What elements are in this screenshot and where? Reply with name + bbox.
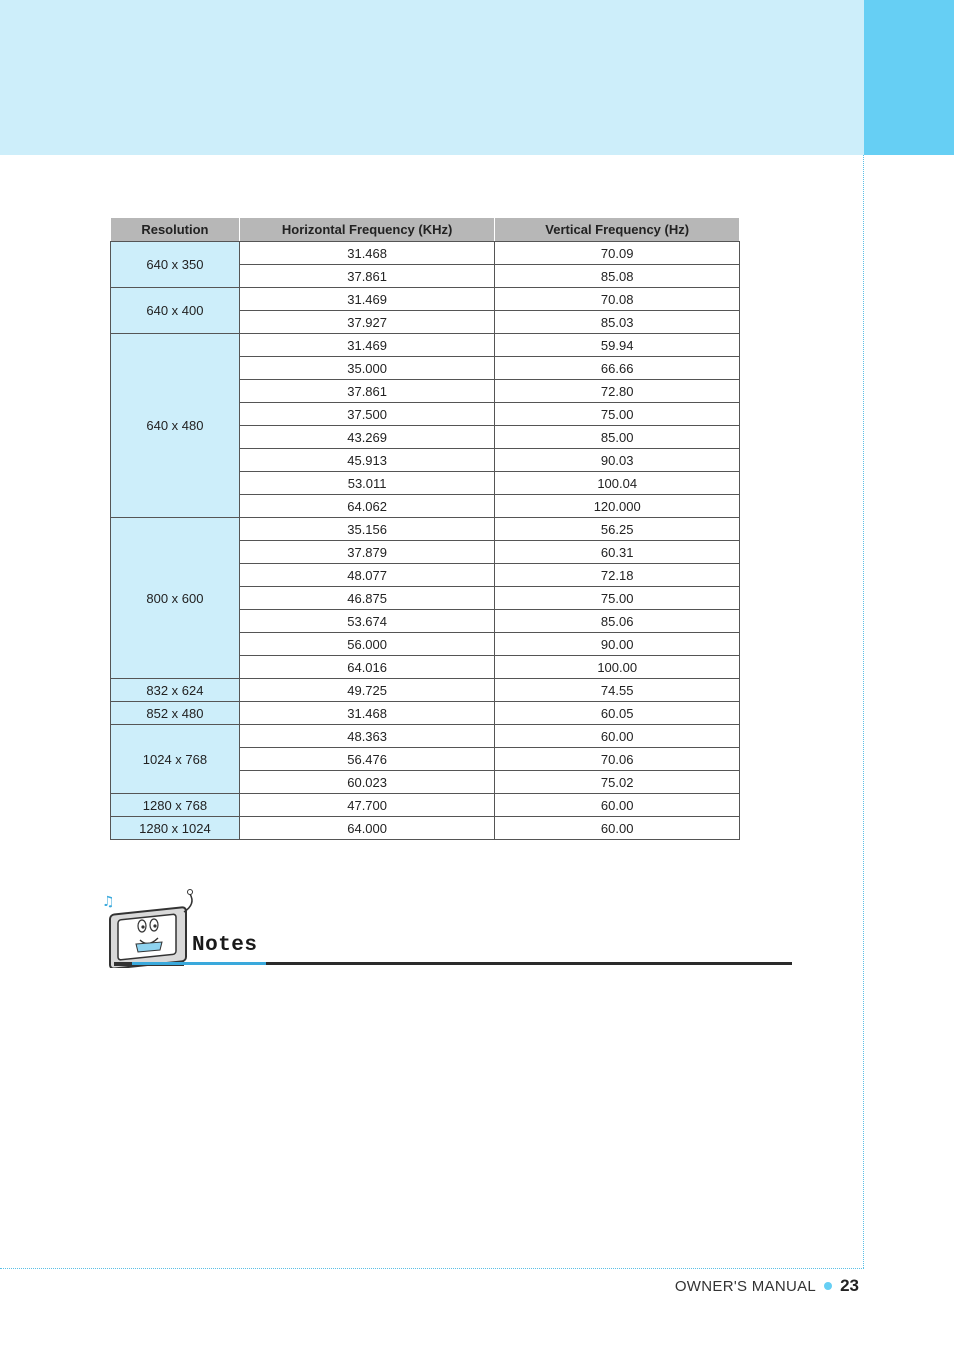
vertical-frequency-cell: 75.00 — [495, 403, 740, 426]
vertical-frequency-cell: 90.00 — [495, 633, 740, 656]
footer-label: OWNER'S MANUAL — [674, 1277, 817, 1295]
footer-dot-icon — [824, 1282, 832, 1290]
resolution-cell: 1280 x 768 — [111, 794, 240, 817]
horizontal-frequency-cell: 60.023 — [239, 771, 495, 794]
vertical-frequency-cell: 120.000 — [495, 495, 740, 518]
resolution-cell: 852 x 480 — [111, 702, 240, 725]
horizontal-frequency-cell: 56.476 — [239, 748, 495, 771]
horizontal-frequency-cell: 64.016 — [239, 656, 495, 679]
right-dotted-rule — [863, 155, 864, 1268]
vertical-frequency-cell: 70.08 — [495, 288, 740, 311]
horizontal-frequency-cell: 49.725 — [239, 679, 495, 702]
horizontal-frequency-cell: 31.469 — [239, 334, 495, 357]
horizontal-frequency-cell: 35.156 — [239, 518, 495, 541]
vertical-frequency-cell: 60.00 — [495, 817, 740, 840]
vertical-frequency-cell: 100.00 — [495, 656, 740, 679]
vertical-frequency-cell: 60.05 — [495, 702, 740, 725]
table-row — [111, 817, 740, 840]
horizontal-frequency-cell: 31.468 — [239, 702, 495, 725]
horizontal-frequency-cell: 64.062 — [239, 495, 495, 518]
column-header: Vertical Frequency (Hz) — [495, 218, 740, 242]
horizontal-frequency-cell: 56.000 — [239, 633, 495, 656]
page-number: 23 — [840, 1276, 859, 1295]
vertical-frequency-cell: 75.00 — [495, 587, 740, 610]
horizontal-frequency-cell: 53.674 — [239, 610, 495, 633]
vertical-frequency-cell: 70.09 — [495, 242, 740, 265]
table-header-row — [111, 218, 740, 242]
horizontal-frequency-cell: 37.500 — [239, 403, 495, 426]
vertical-frequency-cell: 85.00 — [495, 426, 740, 449]
frequency-table — [110, 217, 740, 840]
horizontal-frequency-cell: 48.077 — [239, 564, 495, 587]
tv-mascot-icon — [100, 886, 200, 968]
vertical-frequency-cell: 59.94 — [495, 334, 740, 357]
vertical-frequency-cell: 85.03 — [495, 311, 740, 334]
table-row — [111, 518, 740, 541]
column-header: Horizontal Frequency (KHz) — [239, 218, 495, 242]
header-tab — [864, 0, 954, 155]
vertical-frequency-cell: 60.00 — [495, 725, 740, 748]
horizontal-frequency-cell: 35.000 — [239, 357, 495, 380]
vertical-frequency-cell: 74.55 — [495, 679, 740, 702]
column-header: Resolution — [111, 218, 240, 242]
vertical-frequency-cell: 70.06 — [495, 748, 740, 771]
table-row — [111, 334, 740, 357]
horizontal-frequency-cell: 43.269 — [239, 426, 495, 449]
horizontal-frequency-cell: 37.861 — [239, 265, 495, 288]
table-row — [111, 288, 740, 311]
table-row — [111, 702, 740, 725]
vertical-frequency-cell: 85.06 — [495, 610, 740, 633]
horizontal-frequency-cell: 37.927 — [239, 311, 495, 334]
horizontal-frequency-cell: 53.011 — [239, 472, 495, 495]
horizontal-frequency-cell: 31.468 — [239, 242, 495, 265]
vertical-frequency-cell: 60.31 — [495, 541, 740, 564]
horizontal-frequency-cell: 37.861 — [239, 380, 495, 403]
horizontal-frequency-cell: 31.469 — [239, 288, 495, 311]
horizontal-frequency-cell: 47.700 — [239, 794, 495, 817]
horizontal-frequency-cell: 37.879 — [239, 541, 495, 564]
vertical-frequency-cell: 75.02 — [495, 771, 740, 794]
vertical-frequency-cell: 66.66 — [495, 357, 740, 380]
horizontal-frequency-cell: 48.363 — [239, 725, 495, 748]
table-row — [111, 725, 740, 748]
page-footer — [675, 1276, 859, 1296]
table-row — [111, 242, 740, 265]
header-band — [0, 0, 864, 155]
bottom-dotted-rule — [0, 1268, 864, 1269]
resolution-cell: 640 x 480 — [111, 334, 240, 518]
vertical-frequency-cell: 72.18 — [495, 564, 740, 587]
table-body — [111, 242, 740, 840]
vertical-frequency-cell: 60.00 — [495, 794, 740, 817]
table-row — [111, 794, 740, 817]
notes-rule — [266, 962, 792, 965]
resolution-cell: 1024 x 768 — [111, 725, 240, 794]
vertical-frequency-cell: 90.03 — [495, 449, 740, 472]
vertical-frequency-cell: 85.08 — [495, 265, 740, 288]
resolution-cell: 832 x 624 — [111, 679, 240, 702]
vertical-frequency-cell: 100.04 — [495, 472, 740, 495]
vertical-frequency-cell: 56.25 — [495, 518, 740, 541]
notes-section — [100, 886, 792, 968]
resolution-cell: 640 x 350 — [111, 242, 240, 288]
horizontal-frequency-cell: 64.000 — [239, 817, 495, 840]
notes-title: Notes — [192, 934, 258, 957]
resolution-cell: 800 x 600 — [111, 518, 240, 679]
horizontal-frequency-cell: 46.875 — [239, 587, 495, 610]
horizontal-frequency-cell: 45.913 — [239, 449, 495, 472]
table-row — [111, 679, 740, 702]
svg-text:♫: ♫ — [102, 894, 115, 910]
resolution-cell: 1280 x 1024 — [111, 817, 240, 840]
resolution-cell: 640 x 400 — [111, 288, 240, 334]
notes-rule-accent — [132, 962, 266, 965]
vertical-frequency-cell: 72.80 — [495, 380, 740, 403]
